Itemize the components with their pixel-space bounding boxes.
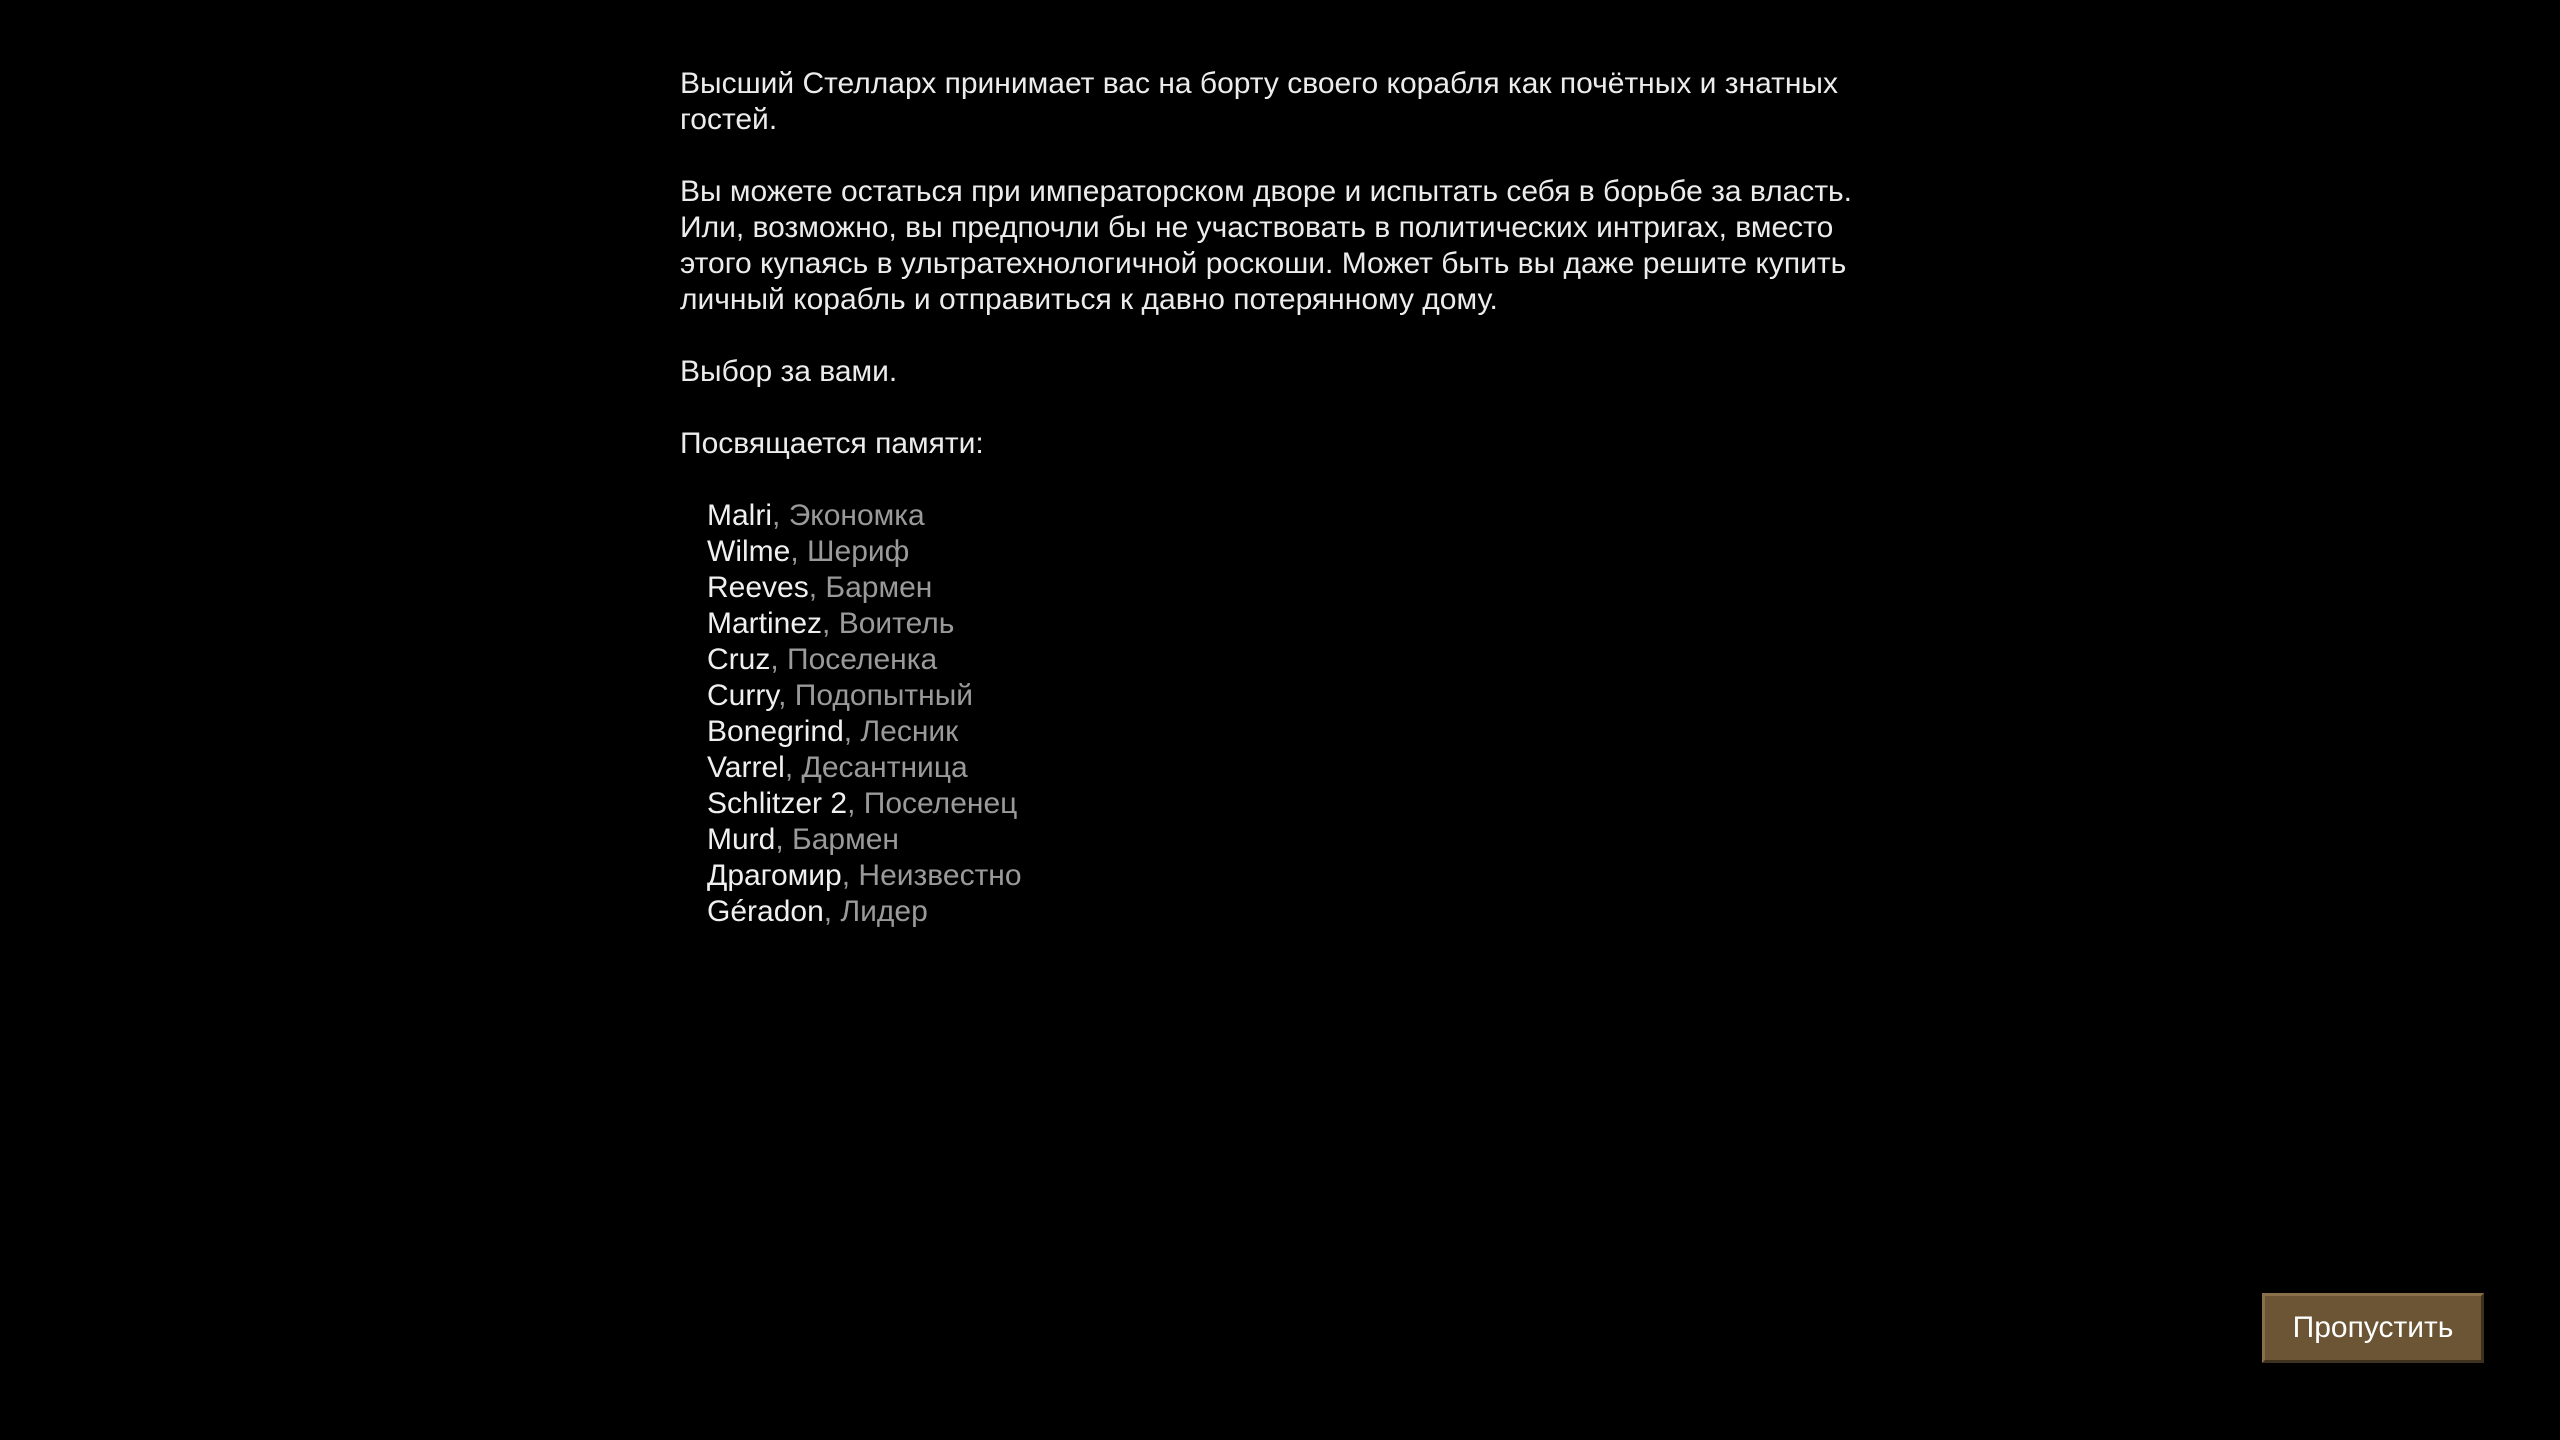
colonist-role: Бармен [825, 571, 933, 604]
separator: , [841, 859, 851, 892]
list-item [707, 714, 1880, 750]
separator: , [843, 715, 853, 748]
colonist-name: Malri [707, 499, 772, 532]
separator: , [808, 571, 818, 604]
colonist-name: Varrel [707, 751, 785, 784]
colonist-role: Лидер [840, 895, 928, 928]
intro-paragraph: Вы можете остаться при императорском дворе и испытать себя в борьбе за власть. Или, возможно, вы предпочли бы не участвовать в политических интригах, вместо этого купаясь в ультратехнологичной роскоши. Может быть вы даже решите купить личный корабль и отправиться к давно потерянному дому. [680, 175, 1853, 316]
intro-paragraph: Высший Стелларх принимает вас на борту своего корабля как почётных и знатных гостей. [680, 67, 1838, 136]
skip-button[interactable]: Пропустить [2262, 1293, 2484, 1363]
list-item [707, 570, 1880, 606]
separator: , [784, 751, 794, 784]
colonist-name: Schlitzer 2 [707, 787, 848, 820]
colonist-role: Поселенка [787, 643, 938, 676]
list-item [707, 822, 1880, 858]
list-item [707, 642, 1880, 678]
list-item [707, 606, 1880, 642]
list-item [707, 498, 1880, 534]
separator: , [772, 499, 781, 532]
intro-paragraph: Выбор за вами. [680, 355, 898, 388]
list-item [707, 894, 1880, 930]
colonist-role: Лесник [860, 715, 959, 748]
colonist-name: Géradon [707, 895, 824, 928]
colonist-role: Поселенец [863, 787, 1018, 820]
colonist-name: Wilme [707, 535, 791, 568]
colonist-name: Драгомир [707, 859, 842, 892]
colonist-name: Curry [707, 679, 779, 712]
colonist-role: Бармен [792, 823, 899, 856]
list-item [707, 678, 1880, 714]
dedication-heading: Посвящается памяти: [680, 427, 984, 460]
separator: , [822, 607, 831, 640]
ending-text [680, 66, 1880, 930]
colonist-role: Экономка [788, 499, 925, 532]
memorial-list [680, 498, 1880, 930]
list-item [707, 786, 1880, 822]
colonist-role: Шериф [807, 535, 910, 568]
colonist-name: Martinez [707, 607, 823, 640]
separator: , [847, 787, 856, 820]
separator: , [790, 535, 799, 568]
colonist-role: Воитель [838, 607, 955, 640]
colonist-role: Неизвестно [858, 859, 1022, 892]
colonist-name: Reeves [707, 571, 809, 604]
colonist-name: Murd [707, 823, 776, 856]
colonist-role: Десантница [801, 751, 968, 784]
list-item [707, 534, 1880, 570]
separator: , [770, 643, 779, 676]
colonist-role: Подопытный [794, 679, 974, 712]
separator: , [775, 823, 784, 856]
colonist-name: Bonegrind [707, 715, 844, 748]
list-item [707, 858, 1880, 894]
separator: , [778, 679, 787, 712]
list-item [707, 750, 1880, 786]
separator: , [823, 895, 833, 928]
colonist-name: Cruz [707, 643, 771, 676]
